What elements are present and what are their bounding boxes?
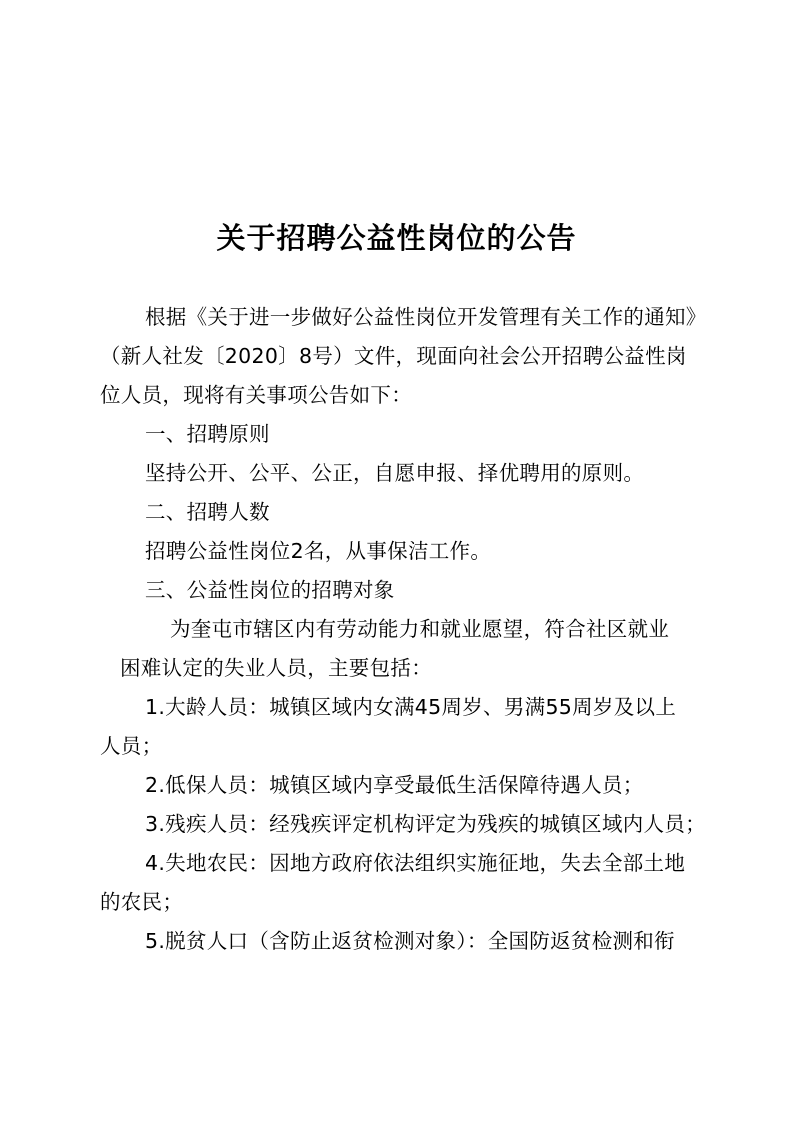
section-heading: 三、公益性岗位的招聘对象 <box>145 578 395 602</box>
list-item: 5.脱贫人口（含防止返贫检测对象）：全国防返贫检测和衔 <box>145 929 675 953</box>
paragraph-line: 坚持公开、公平、公正，自愿申报、择优聘用的原则。 <box>145 461 645 485</box>
list-item-continuation: 人员； <box>100 734 163 758</box>
paragraph-line: 招聘公益性岗位2名，从事保洁工作。 <box>145 539 492 563</box>
list-item: 4.失地农民：因地方政府依法组织实施征地，失去全部土地 <box>145 851 686 875</box>
section-heading: 一、招聘原则 <box>145 422 270 446</box>
list-item: 1.大龄人员：城镇区域内女满45周岁、男满55周岁及以上 <box>145 695 677 719</box>
list-item: 3.残疾人员：经残疾评定机构评定为残疾的城镇区域内人员； <box>145 812 706 836</box>
section-heading: 二、招聘人数 <box>145 500 270 524</box>
paragraph-line: （新人社发〔2020〕8号）文件，现面向社会公开招聘公益性岗 <box>100 344 687 368</box>
paragraph-line: 困难认定的失业人员，主要包括： <box>120 656 432 680</box>
paragraph-line: 根据《关于进一步做好公益性岗位开发管理有关工作的通知》 <box>145 305 707 329</box>
document-title: 关于招聘公益性岗位的公告 <box>216 221 577 255</box>
paragraph-line: 为奎屯市辖区内有劳动能力和就业愿望，符合社区就业 <box>170 617 670 641</box>
list-item: 2.低保人员：城镇区域内享受最低生活保障待遇人员； <box>145 773 644 797</box>
paragraph-line: 位人员，现将有关事项公告如下： <box>100 383 412 407</box>
list-item-continuation: 的农民； <box>100 890 184 914</box>
